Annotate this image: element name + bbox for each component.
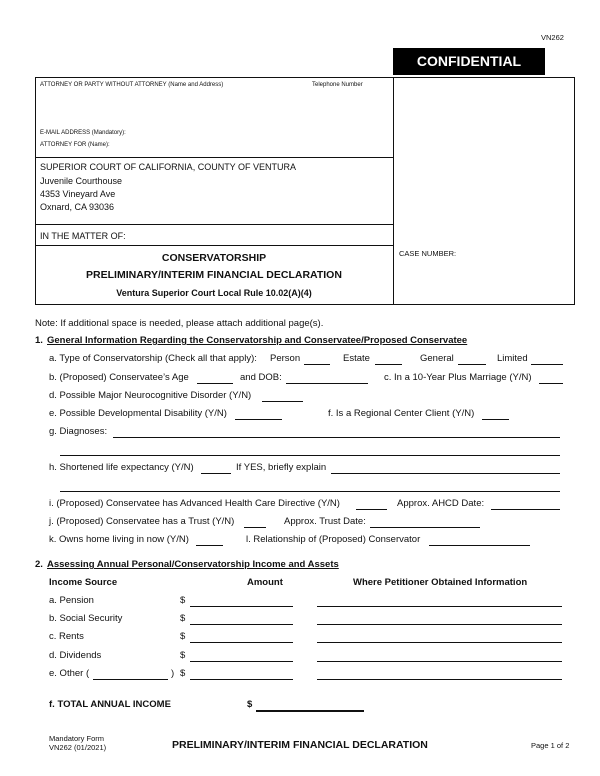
dob-field[interactable]: [286, 383, 368, 384]
item-a-general: General: [420, 353, 454, 364]
note: Note: If additional space is needed, please attach additional page(s).: [35, 318, 324, 329]
pension-amount-field[interactable]: [190, 606, 293, 607]
general-field[interactable]: [458, 364, 486, 365]
item-a-person: Person: [270, 353, 301, 364]
item-h-label: h. Shortened life expectancy (Y/N): [49, 462, 194, 473]
explain-field-2[interactable]: [60, 491, 560, 492]
social-security-amount-field[interactable]: [190, 624, 293, 625]
trust-field[interactable]: [244, 527, 266, 528]
court-line-1: SUPERIOR COURT OF CALIFORNIA, COUNTY OF VENTURA: [40, 162, 297, 172]
case-number-label: CASE NUMBER:: [399, 249, 457, 258]
row-social-security-label: b. Social Security: [49, 613, 123, 624]
form-title-2: PRELIMINARY/INTERIM FINANCIAL DECLARATION: [86, 269, 342, 281]
marriage-field[interactable]: [539, 383, 563, 384]
estate-field[interactable]: [375, 364, 402, 365]
item-l-label: l. Relationship of (Proposed) Conservator: [246, 534, 421, 545]
section2-number: 2.: [35, 559, 43, 570]
item-b-dob: and DOB:: [240, 372, 282, 383]
diagnoses-field-2[interactable]: [60, 455, 560, 456]
person-field[interactable]: [304, 364, 330, 365]
item-c-label: c. In a 10-Year Plus Marriage (Y/N): [384, 372, 532, 383]
dollar-sign: $: [180, 595, 186, 606]
court-line-4: Oxnard, CA 93036: [40, 202, 115, 212]
regional-center-field[interactable]: [482, 419, 509, 420]
item-h-if: If YES, briefly explain: [236, 462, 327, 473]
email-label: E-MAIL ADDRESS (Mandatory):: [40, 130, 126, 136]
neurocognitive-field[interactable]: [262, 401, 303, 402]
owns-home-field[interactable]: [196, 545, 223, 546]
dividends-amount-field[interactable]: [190, 661, 293, 662]
other-source-field[interactable]: [317, 679, 562, 680]
col-amount: Amount: [247, 577, 283, 588]
item-g-label: g. Diagnoses:: [49, 426, 108, 437]
ahcd-field[interactable]: [356, 509, 387, 510]
dollar-sign: $: [180, 613, 186, 624]
item-j-label: j. (Proposed) Conservatee has a Trust (Y/N): [49, 516, 235, 527]
rents-source-field[interactable]: [317, 642, 562, 643]
footer-page: Page 1 of 2: [531, 741, 570, 750]
relationship-field[interactable]: [429, 545, 530, 546]
dollar-sign: $: [180, 631, 186, 642]
form-title-3: Ventura Superior Court Local Rule 10.02(A)(4): [116, 288, 312, 298]
dollar-sign: $: [180, 668, 186, 679]
item-e-label: e. Possible Developmental Disability (Y/N): [49, 408, 227, 419]
limited-field[interactable]: [531, 364, 563, 365]
row-other-label: e. Other (: [49, 668, 90, 679]
court-line-2: Juvenile Courthouse: [40, 176, 123, 186]
social-security-source-field[interactable]: [317, 624, 562, 625]
section1-title: General Information Regarding the Conservatorship and Conservatee/Proposed Conservatee: [47, 335, 468, 346]
total-label: f. TOTAL ANNUAL INCOME: [49, 699, 171, 710]
item-f-label: f. Is a Regional Center Client (Y/N): [328, 408, 475, 419]
section1-number: 1.: [35, 335, 43, 346]
ahcd-date-field[interactable]: [491, 509, 560, 510]
dollar-sign: $: [180, 650, 186, 661]
item-d-label: d. Possible Major Neurocognitive Disorder (Y/N): [49, 390, 252, 401]
total-dollar-sign: $: [247, 699, 253, 710]
developmental-field[interactable]: [235, 419, 282, 420]
col-where: Where Petitioner Obtained Information: [353, 577, 528, 588]
item-a-estate: Estate: [343, 353, 370, 364]
col-income-source: Income Source: [49, 577, 118, 588]
attorney-for-label: ATTORNEY FOR (Name):: [40, 142, 110, 148]
item-a-limited: Limited: [497, 353, 528, 364]
section2-title: Assessing Annual Personal/Conservatorship Income and Assets: [47, 559, 339, 570]
confidential-banner: CONFIDENTIAL: [393, 48, 545, 75]
item-k-label: k. Owns home living in now (Y/N): [49, 534, 189, 545]
telephone-label: Telephone Number: [312, 82, 363, 88]
footer-mandatory: Mandatory Form: [49, 734, 105, 743]
pension-source-field[interactable]: [317, 606, 562, 607]
row-pension-label: a. Pension: [49, 595, 94, 606]
item-j-date: Approx. Trust Date:: [284, 516, 366, 527]
rents-amount-field[interactable]: [190, 642, 293, 643]
attorney-label: ATTORNEY OR PARTY WITHOUT ATTORNEY (Name and Address): [40, 82, 224, 88]
item-i-label: i. (Proposed) Conservatee has Advanced Health Care Directive (Y/N): [49, 498, 340, 509]
item-b-label: b. (Proposed) Conservatee’s Age: [49, 372, 189, 383]
dividends-source-field[interactable]: [317, 661, 562, 662]
matter-label: IN THE MATTER OF:: [40, 231, 126, 241]
other-description-field[interactable]: [93, 679, 168, 680]
form-id-top: VN262: [541, 33, 564, 42]
age-field[interactable]: [197, 383, 233, 384]
other-close-paren: ): [171, 668, 175, 679]
form-title-1: CONSERVATORSHIP: [161, 252, 267, 264]
row-dividends-label: d. Dividends: [49, 650, 102, 661]
item-a-label: a. Type of Conservatorship (Check all that apply):: [49, 353, 257, 364]
explain-field-1[interactable]: [331, 473, 560, 474]
other-amount-field[interactable]: [190, 679, 293, 680]
footer-form-rev: VN262 (01/2021): [49, 743, 107, 752]
footer-title: PRELIMINARY/INTERIM FINANCIAL DECLARATION: [172, 739, 428, 751]
trust-date-field[interactable]: [370, 527, 480, 528]
court-line-3: 4353 Vineyard Ave: [40, 189, 116, 199]
life-expectancy-field[interactable]: [201, 473, 231, 474]
diagnoses-field-1[interactable]: [113, 437, 560, 438]
total-amount-field[interactable]: [256, 710, 364, 712]
row-rents-label: c. Rents: [49, 631, 84, 642]
item-i-date: Approx. AHCD Date:: [397, 498, 485, 509]
